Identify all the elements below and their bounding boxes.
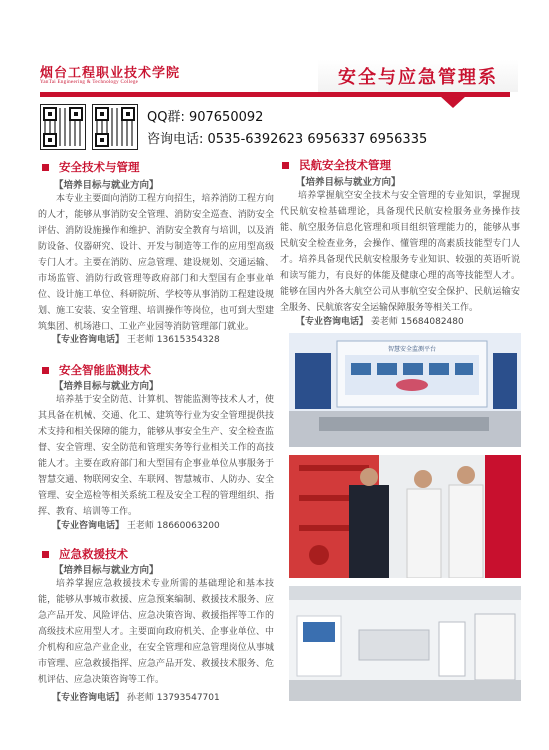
advisor-contact: 【专业咨询电话】 孙老师 13793547701	[52, 693, 220, 703]
section-title-monitoring: 安全智能监测技术	[42, 362, 151, 378]
qr-code-right	[92, 104, 138, 150]
advisor-contact: 【专业咨询电话】 王老师 18660063200	[52, 521, 220, 531]
advisor-contact: 【专业咨询电话】 王老师 13615354328	[52, 335, 220, 345]
screen-title: 智慧安全监测平台	[387, 346, 437, 353]
goal-label: 【培养目标与就业方向】	[296, 177, 401, 188]
photo-aviation-security-lab	[289, 586, 521, 701]
section-body-rescue: 培养掌握应急救援技术专业所需的基础理论和基本技能，能够从事城市救援、应急预案编制、救援技术服务、应急产品开发、风险评估、应急决策咨询、救援指挥等工作的高级技术应用型人才。主要面向政府机关、企事业单位、中介机构和应急产业企业，在安全管理和应急管理岗位从事城市管理、应急救援指挥、应急产品开发、救援技术服务、危机评估、应急决策咨询等工作。	[38, 579, 274, 685]
school-logo: 烟台工程职业技术学院	[40, 66, 181, 81]
goal-label: 【培养目标与就业方向】	[54, 180, 159, 191]
bullet-square-icon	[42, 164, 49, 171]
section-body-safety-tech: 本专业主要面向消防工程方向招生，培养消防工程方向的人才，能够从事消防安全管理、消防安全巡查、消防安全评估、消防设施操作和维护、消防安全教育与培训，以及消防设备、仪器研究、设计、开发与制造等工作的应用型高级专门人才。主要在消防、应急管理、建设规划、交通运输、市场监管、消防行政管理等政府部门和大型国有企事业单位、设计施工单位、科研院所、学校等从事消防工程建设规划、施工安装、安全管理、培训操作等岗位，也可到大型建筑集团、机场港口、工业产业园等消防管理部门就业。	[38, 194, 274, 332]
section-body-aviation: 培养掌握航空安全技术与安全管理的专业知识，掌握现代民航安检基础理论，具备现代民航安检服务业务操作技能、航空服务信息化管理和项目组织管理能力的，能够从事民航安全检查业务，会操作、懂管理的高素质技能型专门人才。培养具备现代民航安检服务专业知识、较强的英语听说和读写能力，有良好的体能及健康心理的高等技能型人才。能够在国内外各大航空公司从事航空安全保护、民航运输安全服务、民航旅客安全运输保障服务等相关工作。	[280, 191, 520, 313]
advisor-contact: 【专业咨询电话】 姜老师 15684082480	[296, 317, 464, 327]
department-title: 安全与应急管理系	[338, 67, 498, 88]
qr-code-left	[40, 104, 86, 150]
bullet-square-icon	[42, 551, 49, 558]
section-title-aviation: 民航安全技术管理	[282, 157, 391, 173]
header-triangle-marker	[440, 96, 466, 108]
photo-monitoring-lab	[289, 333, 521, 447]
qq-group: QQ群: 907650092	[147, 110, 264, 125]
department-banner	[318, 60, 518, 92]
school-logo-english: YanTai Engineering & Technology College	[40, 80, 139, 85]
goal-label: 【培养目标与就业方向】	[54, 565, 159, 576]
consult-phone: 咨询电话: 0535-6392623 6956337 6956335	[147, 132, 428, 147]
bullet-square-icon	[42, 367, 49, 374]
section-title-rescue: 应急救援技术	[42, 546, 128, 562]
goal-label: 【培养目标与就业方向】	[54, 381, 159, 392]
section-title-safety-tech: 安全技术与管理	[42, 159, 140, 175]
photo-fire-training	[289, 455, 521, 578]
bullet-square-icon	[282, 162, 289, 169]
section-body-monitoring: 培养基于安全防范、计算机、智能监测等技术人才，使其具备在机械、交通、化工、建筑等行业为安全管理提供技术支持和相关保障的能力，能够从事安全生产、安全检查监督、安全管理、安全防范和管理实务等行业相关工作的高技能人才。主要在政府部门和大型国有企事业单位从事服务于智慧交通、物联网安全、车联网、智慧城市、人防办、安全管理、安全巡检等相关系统工程及安全工程的管理组织、指挥、教育、培训等工作。	[38, 395, 274, 517]
